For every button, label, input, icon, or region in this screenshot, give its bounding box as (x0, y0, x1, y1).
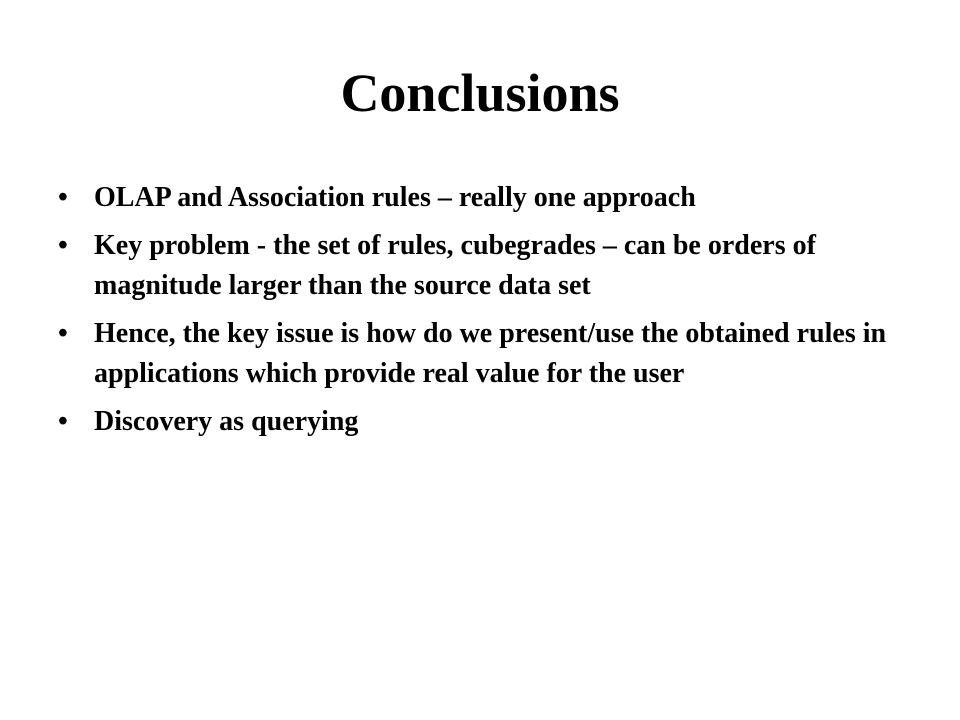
bullet-text: Key problem - the set of rules, cubegrades – can be orders of magnitude larger than the source data set (94, 230, 816, 301)
list-item (58, 314, 888, 394)
list-item (58, 402, 888, 442)
bullet-text: Hence, the key issue is how do we present/use the obtained rules in applications which provide real value for the user (94, 318, 887, 389)
bullet-icon: • (58, 230, 68, 261)
bullet-icon: • (58, 318, 68, 349)
list-item (58, 226, 888, 306)
bullet-icon: • (58, 406, 68, 437)
bullet-list (58, 178, 888, 450)
bullet-text: Discovery as querying (94, 406, 359, 437)
list-item (58, 178, 888, 218)
slide-title: Conclusions (340, 63, 620, 123)
bullet-text: OLAP and Association rules – really one approach (94, 182, 696, 213)
bullet-icon: • (58, 182, 68, 213)
